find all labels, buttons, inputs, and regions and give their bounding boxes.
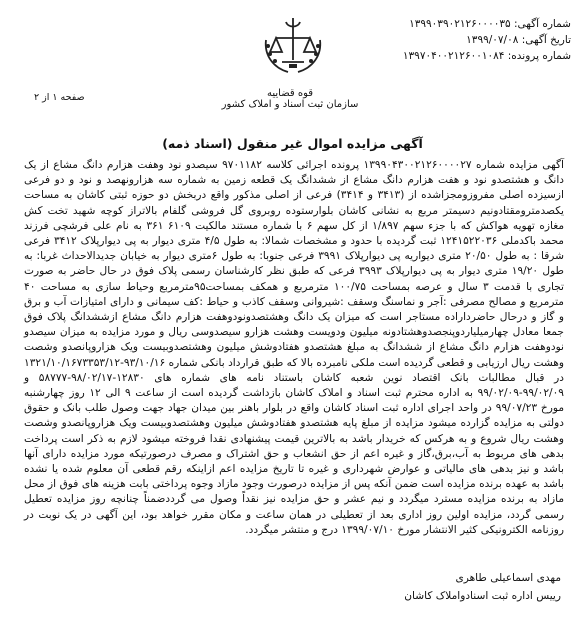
announcement-number: شماره آگهی: ۱۳۹۹۰۳۹۰۲۱۲۶۰۰۰۰۳۵: [409, 18, 571, 30]
organization-name: [200, 88, 380, 110]
judiciary-emblem-icon: [258, 10, 328, 80]
organization-bottom: سازمان ثبت اسناد و املاک کشور: [221, 99, 359, 110]
signatory-role: رییس اداره ثبت اسنادواملاک کاشان: [404, 590, 561, 602]
announcement-date: تاریخ آگهی: ۱۳۹۹/۰۷/۰۸: [466, 34, 571, 46]
page-number: صفحه ۱ از ۲: [34, 92, 85, 103]
signatory-name: مهدی اسماعیلی طاهری: [455, 572, 561, 584]
announcement-title: آگهی مزایده اموال غیر منقول (اسناد ذمه): [162, 136, 423, 151]
signature-block: [261, 569, 561, 605]
case-number: شماره پرونده: ۱۳۹۷۰۴۰۰۲۱۲۶۰۰۱۰۸۴: [402, 50, 571, 62]
document-header: [0, 0, 585, 110]
announcement-body: آگهی مزایده شماره ۱۳۹۹۰۴۳۰۰۲۱۲۶۰۰۰۰۲۷ پرونده اجرائی کلاسه ۹۷۰۱۱۸۲ سیصدو نود وهفت هزارم دانگ مشاع از یک دانگ و هشتصدو نود و هفت هزارم دانگ مشاع از ششدانگ یک قطعه زمین به شماره سه هزارونهصد و نود و دو فرعی ازسیزده اصلی مفروزومجزاشده از (۳۴۱۳ و ۳۴۱۴) فرعی از اصلی مذکور واقع دربخش دو حوزه ثبتی کاشان به مساحت یکصدمترومقتادونیم دسیمتر مربع به نشانی کاشان بلوارستوده روبروی گل فروشی گلفام بالاتراز کوچه شهید تخت کش مغازه تهویه هواکش که با جزء سهم ۱/۸۹۷ از کل سهم ۶ با شماره مستند مالکیت ۶۱۰۹ ۳۶۱ به نام علی فرشچی فرزند محمد باکدملی ۱۲۴۱۵۲۲۰۳۶ ثبت گردیده با حدود و مشخصات شمالا: به طول ۴/۵ متری دیوار به پی دیوارپلاک ۳۴۱۲ فرعی شرقا : به طول ۲۰/۵۰ متری دیواریه پی دیوارپلاک ۳۹۹۱ فرعی جنوبا: به طول ۶متری دیوار به خیابان جدیدالاحداث غربا: به طول ۱۹/۲۰ متری دیوار به پی دیوارپلاک ۳۹۹۳ فرعی که طبق نظر کارشناسان رسمی پلاک فوق در حال حاضر به صورت تجاری با قدمت ۳ سال و عرصه بمساحت ۱۰۰/۷۵ مترمربع و همکف بمساحت۹۵مترمربع وحیاط سازی به مساحت ۴۰ مترمربع و مصالح مصرفی :آجر و نماسنگ وسقف :شیروانی وسقف کاذب و حیاط :کف سیمانی و دارای امتیازات آب و برق و گاز و درحال حاضرداراده مستاجر است که میزان یک دانگ وهشتصدونودوهفت هزارم دانگ مشاع ازششدانگ پلاک فوق جمعا معادل چهارمیلیاردوپنجصدوهشتادونه میلیون ودویست وهشت هزارو سیصدوسی ریال و مورد مزایده به میزان سیصدو نودوهفت هزارم دانگ مشاع از ششدانگ به مبلغ هشتصدو هفتادوشش میلیون وهشتصدوبیست ویک هزاروپانصدو وشصت وهشت ریال ارزیابی و قطعی گردیده است ملکی نامبرده بالا که طبق قرارداد بانکی شماره ۹۳/۱۰/۱۶-۱۳۲۱/۱۰/۱۶۷۳۳۵۳/۱۲ در قبال مطالبات بانک اقتصاد نوین شعبه کاشان باستناد نامه های شماره های ۱۲۸۳۰-۹۸/۰۲/۱۷-۵۸۷۷۷ و ۹۹/۰۲/۰۹-۹۹/۰۲/۰۹ به اداره محترم ثبت اسناد و املاک کاشان بازداشت گردیده است از ساعت ۹ الی ۱۲ روز چهارشنبه مورخ ۹۹/۰۷/۲۳ در واحد اجرای اداره ثبت اسناد کاشان واقع در بلوار باهنر بین میدان جهاد جهت وصول طلب بانک و حقوق دولتی به مزایده گزارده میشود مزایده از مبلغ پایه هشتصدو هفتادوشش میلیون وهشتصدوبیست ویک هزاروپانصدو وشصت وهشت ریال شروع و به هرکس که خریدار باشد به بالاترین قیمت پیشنهادی نقدا فروخته میشود لازم به ذکر است پرداخت بدهی های مربوط به آب،برق،گاز و غیره اعم از حق انشعاب و حق اشتراک و مصرف درصورتیکه مورد مزایده دارای آنها باشد و نیز بدهی های مالیاتی و عوارض شهرداری و غیره تا تاریخ مزایده اعم ازاینکه رقم قطعی آن معلوم شده یا نشده باشد به عهده برنده مزایده است ضمن آنکه پس از مزایده درصورت وجود مازاد وجوه پرداختی بابت هزینه های فوق از محل مازاد به برنده مزایده مسترد میگردد و نیم عشر و حق مزایده نیز نقداً وصول می گرددضمناً چنانچه روز مزایده تعطیل رسمی گردد، مزایده اولین روز اداری بعد از تعطیلی در همان ساعت و مکان مقرر خواهد بود، این آگهی در یک نوبت در روزنامه الکترونیکی کثیر الانتشار مورخ ۱۳۹۹/۰۷/۱۰ درج و منتشر میگردد.: [24, 159, 565, 536]
organization-top: قوه قضاییه: [266, 88, 314, 99]
announcement-meta: [381, 16, 571, 64]
